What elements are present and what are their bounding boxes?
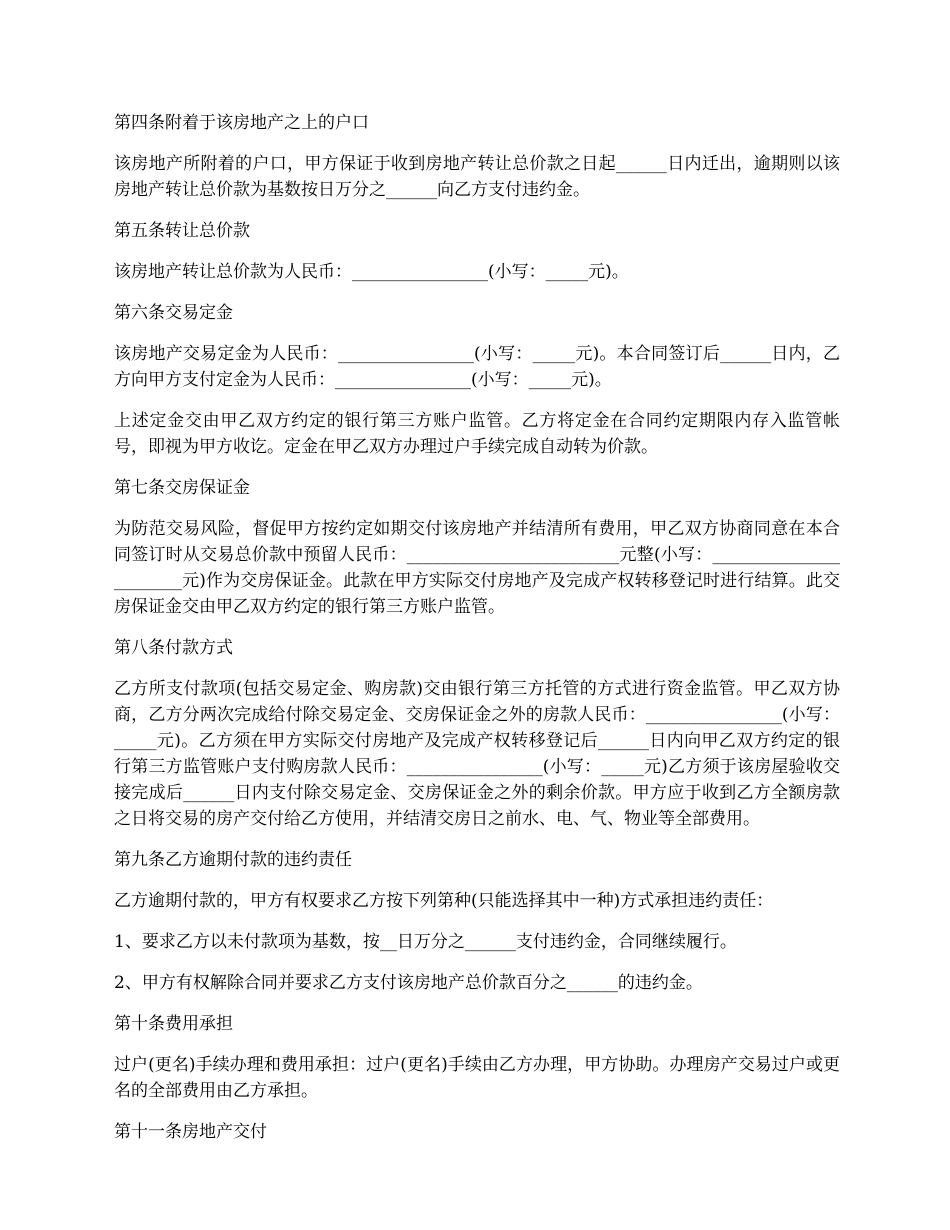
- article-9-heading: 第九条乙方逾期付款的违约责任: [114, 850, 352, 870]
- article-5-heading: 第五条转让总价款: [114, 221, 250, 241]
- article-8-body: 乙方所支付款项(包括交易定金、购房款)交由银行第三方托管的方式进行资金监管。甲乙双方协商，乙方分两次完成给付除交易定金、交房保证金之外的房款人民币：________________(小写：_____元)。乙方须在甲方实际交付房地产及完成产权转移登记后______日内向甲乙双方约定的银行第三方监管账户支付购房款人民币：________________(小写：_____元)乙方须于该房屋验收交接完成后______日内支付除交易定金、交房保证金之外的剩余价款。甲方应于收到乙方全额房款之日将交易的房产交付给乙方使用，并结清交房日之前水、电、气、物业等全部费用。: [114, 679, 840, 829]
- article-4-body: 该房地产所附着的户口，甲方保证于收到房地产转让总价款之日起______日内迁出，逾期则以该房地产转让总价款为基数按日万分之______向乙方支付违约金。: [114, 154, 840, 200]
- article-4-heading: 第四条附着于该房地产之上的户口: [114, 113, 369, 133]
- article-8-heading: 第八条付款方式: [114, 638, 233, 658]
- article-6-heading: 第六条交易定金: [114, 303, 233, 323]
- article-10-body: 过户(更名)手续办理和费用承担：过户(更名)手续由乙方办理，甲方协助。办理房产交易过户或更名的全部费用由乙方承担。: [114, 1055, 840, 1101]
- article-6-body-2: 上述定金交由甲乙双方约定的银行第三方账户监管。乙方将定金在合同约定期限内存入监管帐号，即视为甲方收讫。定金在甲乙双方办理过户手续完成自动转为价款。: [114, 411, 840, 457]
- article-7-body: 为防范交易风险，督促甲方按约定如期交付该房地产并结清所有费用，甲乙双方协商同意在本合同签订时从交易总价款中预留人民币：_________________________元整(小写：_______________________元)作为交房保证金。此款在甲方实际交付房地产及完成产权转移登记时进行结算。此交房保证金交由甲乙双方约定的银行第三方账户监管。: [114, 519, 840, 617]
- article-9-item-1: 1、要求乙方以未付款项为基数，按__日万分之______支付违约金，合同继续履行。: [114, 932, 737, 952]
- article-6-body-1: 该房地产交易定金为人民币：________________(小写：_____元)。本合同签订后______日内，乙方向甲方支付定金为人民币：________________(小写：_____元)。: [114, 344, 840, 390]
- article-5-body: 该房地产转让总价款为人民币：________________(小写：_____元)。: [114, 262, 629, 282]
- article-9-body: 乙方逾期付款的，甲方有权要求乙方按下列第种(只能选择其中一种)方式承担违约责任：: [114, 891, 774, 911]
- article-7-heading: 第七条交房保证金: [114, 478, 250, 498]
- document-body: [114, 110, 840, 1160]
- article-9-item-2: 2、甲方有权解除合同并要求乙方支付该房地产总价款百分之______的违约金。: [114, 973, 703, 993]
- article-10-heading: 第十条费用承担: [114, 1014, 233, 1034]
- article-11-heading: 第十一条房地产交付: [114, 1122, 267, 1142]
